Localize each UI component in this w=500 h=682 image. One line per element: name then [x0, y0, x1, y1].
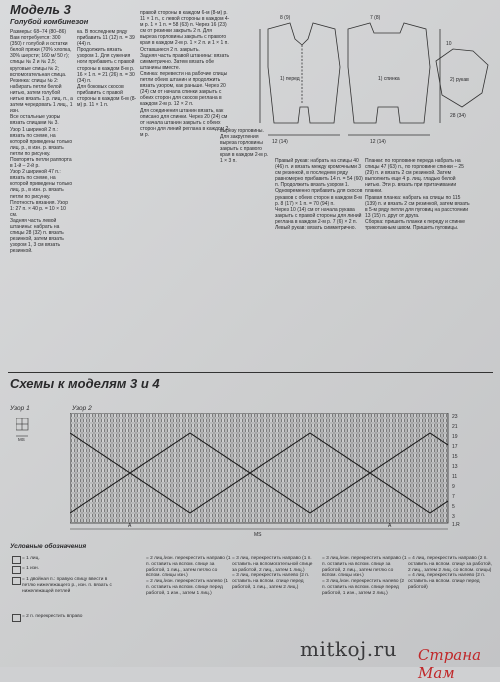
- dim-front-bottom: 12 (14): [272, 139, 288, 145]
- svg-text:21: 21: [452, 424, 458, 430]
- legend-symbol-other: [12, 614, 21, 622]
- section-divider: [8, 372, 493, 373]
- legend-other: = 2 п. перекрестить вправо: [22, 614, 83, 619]
- legend-col4: = 3 лиц./изн. перекрестить направо (1 п. оставить на вспом. спице за работой, 2 лиц., затем петлю со вспом. спицы изн.) = 3 лиц./изн. перекрестить налево (2 п. оставить на вспом. спице перед работой, 1 изн., затем 2 лиц.): [322, 556, 407, 596]
- front-piece-outline: [268, 23, 340, 123]
- dim-back-bottom: 12 (14): [370, 139, 386, 145]
- dim-sleeve-top: 10: [446, 41, 452, 47]
- sleeve-label: 2) рукав: [450, 77, 469, 83]
- dim-front-top: 8 (9): [280, 15, 291, 21]
- legend-symbol-purl: [12, 566, 21, 574]
- svg-text:11: 11: [452, 474, 458, 480]
- legend-col2: = 2 лиц./изн. перекрестить направо (1 п. оставить на вспом. спице за работой, 1 лиц., затем петлю со вспом. спицы изн.) = 2 лиц./изн. перекрестить налево (1 п. оставить на вспом. спице перед работой, 1 изн., затем 1 лиц.): [146, 556, 231, 596]
- svg-text:5: 5: [452, 504, 455, 510]
- legend-sl: = 1 двойная п.: правую спицу ввести в петлю нижележащего р., изн. п. вязать с нижележащей петлей: [22, 577, 112, 594]
- marker-ms: MS: [254, 532, 262, 538]
- svg-text:3: 3: [452, 514, 455, 520]
- watermark-site: mitkoj.ru: [300, 637, 398, 661]
- front-label: 1) перед: [280, 76, 300, 82]
- dim-back-top: 7 (8): [370, 15, 381, 21]
- svg-text:13: 13: [452, 464, 458, 470]
- model-subtitle: Голубой комбинезон: [10, 17, 89, 26]
- legend-col3: = 3 лиц. перекрестить направо (1 п. оставить на вспомогательной спице за работой, 2 лиц., затем 1 лиц.) = 3 лиц. перекрестить налево (2 п. оставить на вспом. спице перед работой, 1 лиц., затем 2 лиц.): [232, 556, 313, 590]
- chart1-ms: MS: [18, 437, 25, 442]
- legend-title: Условные обозначения: [10, 543, 87, 550]
- model-title: Модель 3: [10, 2, 71, 17]
- legend-knit: = 1 лиц.: [22, 556, 40, 561]
- back-piece-outline: [348, 23, 430, 123]
- svg-text:7: 7: [452, 494, 455, 500]
- legend-symbol-knit: [12, 556, 21, 564]
- svg-text:19: 19: [452, 434, 458, 440]
- col2-text: ка. В последнем ряду прибавить 11 (12) п. = 39 (44) п. Продолжить вязать узором 1. Для сужения ноги прибавить с правой стороны в каждом 8-м р. 16 × 1 п. = 21 (26) п. = 30 (34) п. Для боковых скосов прибавить с правой стороны в каждом 6-м (8-м) р. 11 × 1 п.: [77, 29, 137, 109]
- svg-text:17: 17: [452, 444, 458, 450]
- pattern-schematic: [250, 5, 495, 155]
- col4-text: вырезу горловины. Для закругления выреза горловины закрыть с правого края в каждом 2-м р. 1 × 3 п.: [220, 128, 269, 165]
- svg-text:23: 23: [452, 414, 458, 420]
- chart2-grid: [70, 413, 480, 538]
- col3-text: правой стороны в каждом 6-м (8-м) р. 11 × 1 п., с левой стороны в каждом 4-м р. 1 × 1 п. = 58 (63) п. Через 16 (23) см от резинки закрыть 2 п. Для выреза горловины закрыть с правого края в каждом 2-м р. 1 × 2 п. и 1 × 1 п. Оставшиеся 2 п. закрыть. Задняя часть правой штанины: вязать симметрично. Затем вязать обе штанины вместе. Спинка: перевести на рабочие спицы петли обеих штанин и продолжить вязать узором, как раньше. Через 20 (24) см от начала спинки закрыть с обеих сторон для скосов реглана в каждом 2-м р. 12 × 2 п. Для соединения штанин вязать, как описано для спинки. Через 20 (24) см от начала штанин закрыть с обеих сторон для линий реглана в каждом 2-м р.: [140, 10, 230, 138]
- dim-sleeve-bottom: 28 (34): [450, 113, 466, 119]
- chart1-grid: [16, 418, 36, 442]
- col5-text: Правый рукав: набрать на спицы 40 (46) п. и вязать между кромочными 3 см резинкой, в последнем ряду равномерно прибавить 14 п. = 54 (60) п. Продолжить вязать узором 1. Одновременно прибавить для скосов рукавов с обеих сторон в каждом 8-м р. 8 (17) × 1 п. = 70 (94) п. Через 10 (14) см от начала рукава закрыть с правой стороны для линий реглана в каждом 2-м р. 7 (6) × 2 п. Левый рукав: вязать симметрично.: [275, 158, 363, 232]
- col1-text: Размеры: 68–74 (80–86) Вам потребуется: 300 (350) г голубой и остатки белой пряжи (70% хлопка, 30% шерсти; 160 м/ 50 г); спицы № 2 и № 2,5; круговые спицы № 2; вспомогательная спица. Резинка: спицы № 2: набирать петли белой нитью, затем голубой нитью вязать 1 р. лиц. п., а затем чередовать 1 лиц., 1 изн. Все остальные узоры вязать спицами № 3. Узор 1 шириной 2 п.: вязать по схеме, на которой приведены только лиц. р., в изн. р. вязать петли по рисунку. Повторять петли раппорта в 1-й – 2-й р. Узор 2 шириной 47 п.: вязать по схеме, на которой приведены только лиц. р., в изн. р. вязать петли по рисунку. Плотность вязания. Узор 1: 27 п. × 40 р. = 10 × 10 см. Задняя часть левой штанины: набрать на спицы 28 (32) п. вязать резинкой, затем вязать узором 1, 3 см вязать резинкой.: [10, 29, 73, 255]
- legend-purl: = 1 изн.: [22, 566, 39, 571]
- back-label: 1) спинка: [378, 76, 400, 82]
- row-1r: 1.R: [452, 522, 460, 528]
- section-title: Схемы к моделям 3 и 4: [10, 376, 160, 391]
- svg-text:9: 9: [452, 484, 455, 490]
- marker-a: A: [128, 523, 132, 529]
- legend-symbol-sl: [12, 577, 21, 585]
- legend-col5: = 4 лиц. перекрестить направо (2 п. оставить на вспом. спице за работой, 2 лиц., затем 2 лиц. со вспом. спицы) = 4 лиц. перекрестить налево (2 п. оставить на вспом. спице перед работой): [408, 556, 492, 590]
- col6-text: Планки: по горловине переда набрать на спицы 47 (63) п., по горловине спинки – 25 (29) п. и вязать 2 см резинкой. Затем выполнить еще 4 р. лиц. гладью белой нитью. Эти р. вязать при притачивании планки. Правая планка: набрать на спицы по 115 (139) п. и вязать 2 см резинкой, затем вязать в 5-м ряду петли для пуговиц на расстоянии 13 (15) п. друг от друга. Сборка: пришить планки к переду и спинке трикотажным швом. Пришить пуговицы.: [365, 158, 470, 232]
- chart2-label: Узор 2: [72, 405, 92, 412]
- chart1-label: Узор 1: [10, 405, 30, 412]
- watermark-brand: Страна Мам: [418, 646, 482, 682]
- svg-text:15: 15: [452, 454, 458, 460]
- marker-a2: A: [388, 523, 392, 529]
